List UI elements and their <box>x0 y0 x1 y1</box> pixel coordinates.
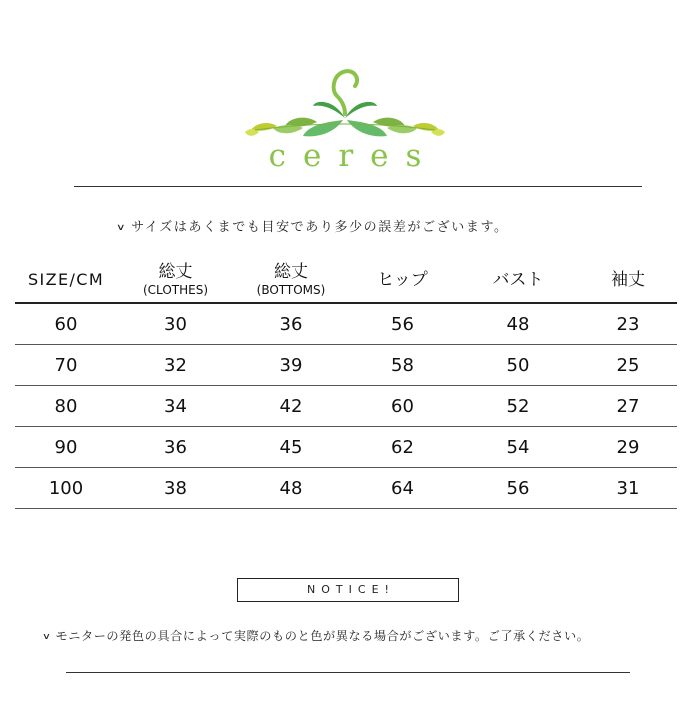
table-cell: 45 <box>234 427 348 468</box>
table-cell: 48 <box>234 468 348 509</box>
table-cell: 30 <box>117 303 234 345</box>
hanger-hook-icon <box>334 71 357 114</box>
table-row <box>15 468 677 509</box>
table-cell: 54 <box>457 427 579 468</box>
column-header-sleeve <box>579 258 677 303</box>
table-cell: 31 <box>579 468 677 509</box>
size-disclaimer <box>116 216 509 235</box>
table-cell: 80 <box>15 386 117 427</box>
table-cell: 36 <box>117 427 234 468</box>
table-cell: 25 <box>579 345 677 386</box>
table-cell: 62 <box>348 427 457 468</box>
table-cell: 60 <box>348 386 457 427</box>
leaf-icon <box>345 102 377 118</box>
chevron-down-icon: ∨ <box>116 222 128 233</box>
notice-title: NOTICE! <box>307 583 395 596</box>
table-row <box>15 427 677 468</box>
column-header-hip <box>348 258 457 303</box>
column-header-label: 袖丈 <box>611 269 645 290</box>
column-header-label: SIZE/CM <box>27 270 105 290</box>
table-row <box>15 303 677 345</box>
divider <box>66 672 630 673</box>
table-cell: 23 <box>579 303 677 345</box>
table-cell: 48 <box>457 303 579 345</box>
size-disclaimer-text: サイズはあくまでも目安であり多少の誤差がございます。 <box>131 220 509 235</box>
column-header-label: 総丈 <box>274 262 308 283</box>
color-disclaimer-text: モニターの発色の具合によって実際のものと色が異なる場合がございます。ご了承ください。 <box>55 629 590 643</box>
column-header-sub: (CLOTHES) <box>143 282 208 297</box>
size-table <box>15 258 677 509</box>
table-cell: 64 <box>348 468 457 509</box>
brand-name: ceres <box>268 138 439 174</box>
table-cell: 56 <box>348 303 457 345</box>
leaf-icon <box>313 102 345 118</box>
chevron-down-icon: ∨ <box>42 631 52 641</box>
table-cell: 42 <box>234 386 348 427</box>
column-header-length-clothes <box>117 258 234 303</box>
table-cell: 60 <box>15 303 117 345</box>
column-header-size <box>15 258 117 303</box>
divider <box>74 186 642 187</box>
notice-box <box>237 578 459 602</box>
table-cell: 58 <box>348 345 457 386</box>
column-header-label: バスト <box>492 269 544 290</box>
table-cell: 56 <box>457 468 579 509</box>
table-cell: 39 <box>234 345 348 386</box>
table-cell: 38 <box>117 468 234 509</box>
column-header-bust <box>457 258 579 303</box>
table-header-row <box>15 258 677 303</box>
table-cell: 90 <box>15 427 117 468</box>
table-cell: 27 <box>579 386 677 427</box>
table-cell: 100 <box>15 468 117 509</box>
table-row <box>15 345 677 386</box>
table-cell: 50 <box>457 345 579 386</box>
column-header-length-bottoms <box>234 258 348 303</box>
color-disclaimer <box>42 627 589 644</box>
column-header-label: 総丈 <box>158 262 193 283</box>
table-cell: 52 <box>457 386 579 427</box>
column-header-label: ヒップ <box>377 269 428 290</box>
table-row <box>15 386 677 427</box>
table-cell: 34 <box>117 386 234 427</box>
table-cell: 70 <box>15 345 117 386</box>
table-cell: 36 <box>234 303 348 345</box>
column-header-sub: (BOTTOMS) <box>256 282 326 297</box>
table-cell: 29 <box>579 427 677 468</box>
table-cell: 32 <box>117 345 234 386</box>
